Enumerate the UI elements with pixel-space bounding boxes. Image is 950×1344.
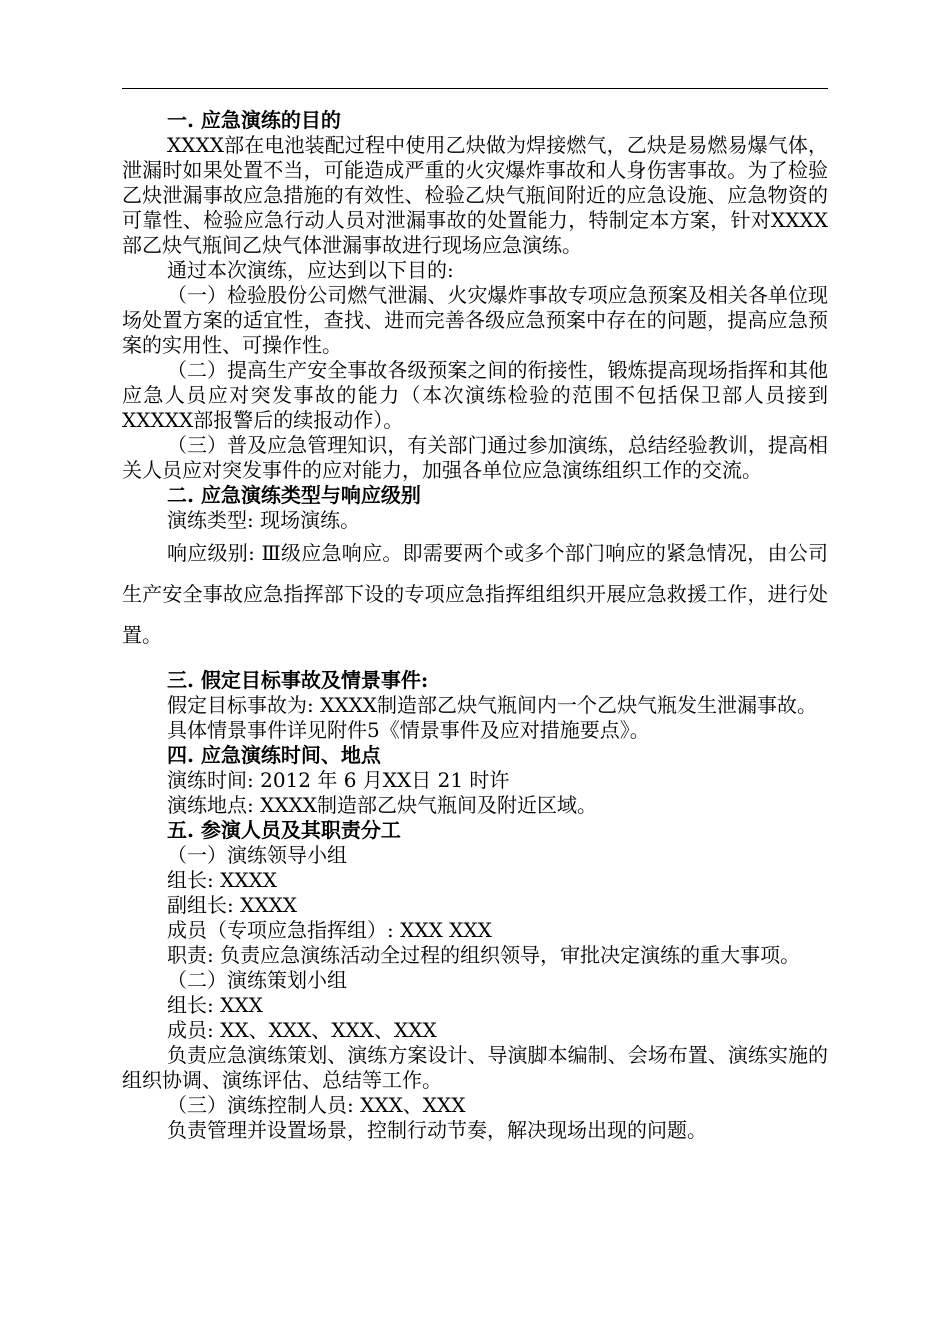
group-1-title: （一）演练领导小组 [167, 843, 347, 867]
section-4-location: 演练地点: XXXX制造部乙炔气瓶间及附近区域。 [167, 793, 598, 817]
section-1-item-3: （三）普及应急管理知识，有关部门通过参加演练，总结经验教训，提高相关人员应对突发事件的应对能力，加强各单位应急演练组织工作的交流。 [122, 433, 828, 482]
section-5-heading: 五. 参演人员及其职责分工 [167, 818, 401, 842]
group-2-leader: 组长: XXX [167, 993, 263, 1017]
section-4-heading: 四. 应急演练时间、地点 [167, 743, 381, 767]
group-1-members: 成员（专项应急指挥组）: XXX XXX [167, 918, 492, 942]
section-2-response-level: 响应级别: Ⅲ级应急响应。即需要两个或多个部门响应的紧急情况，由公司生产安全事故应急指挥部下设的专项应急指挥组组织开展应急救援工作，进行处置。 [122, 541, 828, 647]
group-2-title: （二）演练策划小组 [167, 968, 347, 992]
section-3-scenario: 具体情景事件详见附件5《情景事件及应对措施要点》。 [167, 718, 650, 742]
header-rule [122, 88, 828, 89]
section-1-paragraph-2: 通过本次演练，应达到以下目的: [167, 258, 454, 282]
section-1-item-1: （一）检验股份公司燃气泄漏、火灾爆炸事故专项应急预案及相关各单位现场处置方案的适宜性，查找、进而完善各级应急预案中存在的问题，提高应急预案的实用性、可操作性。 [122, 283, 828, 357]
section-1-heading: 一. 应急演练的目的 [167, 108, 341, 132]
section-3-target-accident: 假定目标事故为: XXXX制造部乙炔气瓶间内一个乙炔气瓶发生泄漏事故。 [167, 693, 818, 717]
group-2-duty: 负责应急演练策划、演练方案设计、导演脚本编制、会场布置、演练实施的组织协调、演练评估、总结等工作。 [122, 1043, 828, 1092]
section-2-drill-type: 演练类型: 现场演练。 [167, 508, 361, 532]
section-4-time: 演练时间: 2012 年 6 月XX日 21 时许 [167, 768, 510, 792]
section-1-paragraph-1: XXXX部在电池装配过程中使用乙炔做为焊接燃气，乙炔是易燃易爆气体，泄漏时如果处置不当，可能造成严重的火灾爆炸事故和人身伤害事故。为了检验乙炔泄漏事故应急措施的有效性、检验乙炔气瓶间附近的应急设施、应急物资的可靠性、检验应急行动人员对泄漏事故的处置能力，特制定本方案，针对XXXX部乙炔气瓶间乙炔气体泄漏事故进行现场应急演练。 [122, 133, 828, 257]
group-2-members: 成员: XX、XXX、XXX、XXX [167, 1018, 437, 1042]
section-1-item-2: （二）提高生产安全事故各级预案之间的衔接性，锻炼提高现场指挥和其他应急人员应对突发事故的能力（本次演练检验的范围不包括保卫部人员接到XXXXX部报警后的续报动作）。 [122, 358, 828, 432]
document-page [122, 108, 828, 1143]
group-3-title: （三）演练控制人员: XXX、XXX [167, 1093, 466, 1117]
section-3-heading: 三. 假定目标事故及情景事件: [167, 668, 429, 692]
group-3-duty: 负责管理并设置场景，控制行动节奏，解决现场出现的问题。 [167, 1118, 707, 1142]
section-2-heading: 二. 应急演练类型与响应级别 [167, 483, 421, 507]
group-1-leader: 组长: XXXX [167, 868, 278, 892]
group-1-deputy: 副组长: XXXX [167, 893, 298, 917]
group-1-duty: 职责: 负责应急演练活动全过程的组织领导，审批决定演练的重大事项。 [167, 943, 801, 967]
